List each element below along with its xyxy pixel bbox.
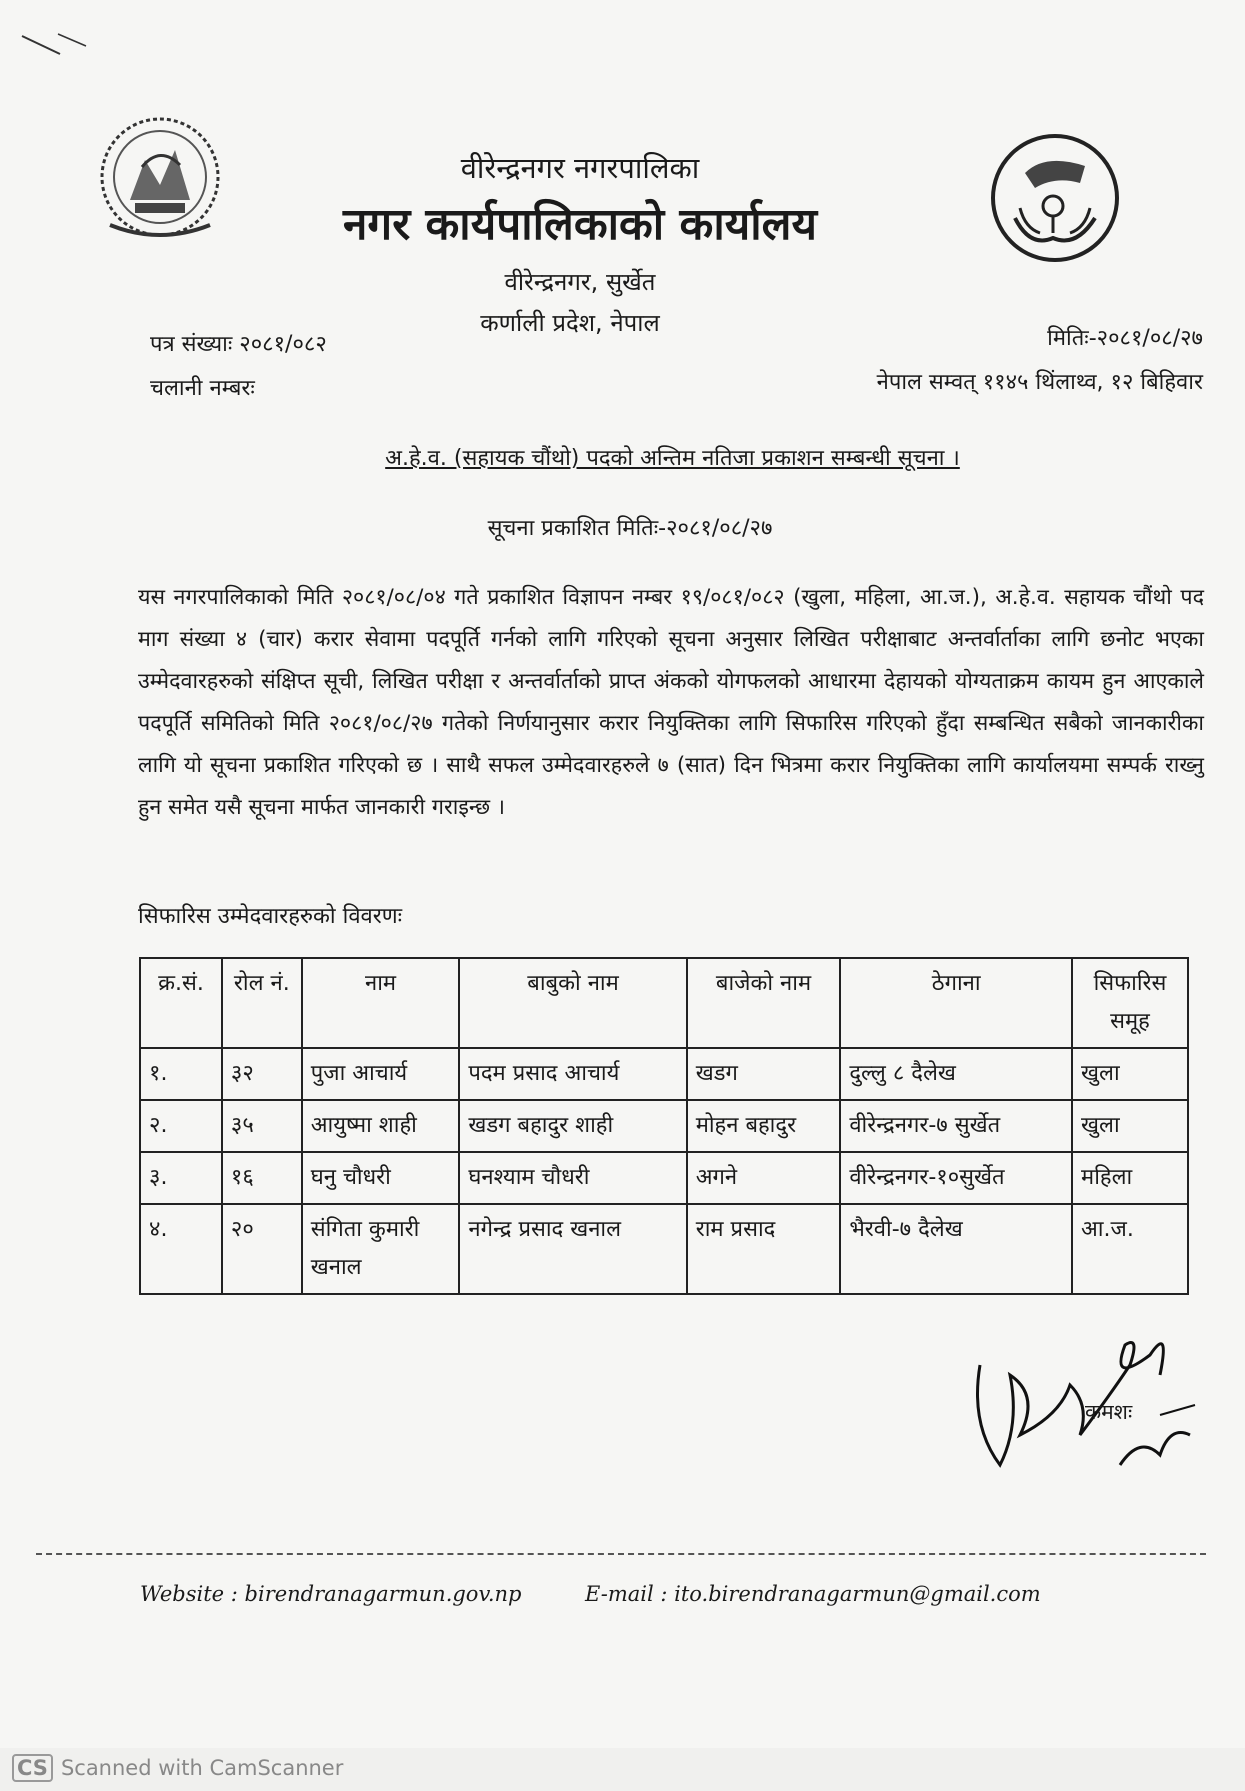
table-cell: खडग बहादुर शाही — [459, 1100, 686, 1152]
office-city: वीरेन्द्रनगर, सुर्खेत — [504, 268, 656, 296]
column-header: क्र.सं. — [140, 958, 222, 1048]
table-cell: १६ — [222, 1152, 302, 1204]
table-cell: पदम प्रसाद आचार्य — [459, 1048, 686, 1100]
nepal-government-emblem-icon — [90, 105, 230, 245]
table-cell: घनु चौधरी — [302, 1152, 460, 1204]
table-cell: ३५ — [222, 1100, 302, 1152]
table-row — [140, 1152, 1188, 1204]
table-cell: पुजा आचार्य — [302, 1048, 460, 1100]
table-cell: आ.ज. — [1072, 1204, 1188, 1294]
column-header: नाम — [302, 958, 460, 1048]
recommended-candidates-table — [139, 957, 1189, 1295]
table-cell: ४. — [140, 1204, 222, 1294]
signature-icon — [960, 1305, 1200, 1485]
table-header-row — [140, 958, 1188, 1048]
table-row — [140, 1100, 1188, 1152]
column-header: बाजेको नाम — [687, 958, 841, 1048]
camscanner-logo-icon: CS — [12, 1754, 53, 1782]
table-cell: भैरवी-७ दैलेख — [840, 1204, 1072, 1294]
website-text: Website : birendranagarmun.gov.np — [140, 1582, 522, 1606]
office-province: कर्णाली प्रदेश, नेपाल — [480, 309, 660, 337]
table-cell: खुला — [1072, 1048, 1188, 1100]
notice-published-date: सूचना प्रकाशित मितिः-२०८१/०८/२७ — [487, 516, 773, 541]
table-cell: मोहन बहादुर — [687, 1100, 841, 1152]
scanner-label: Scanned with CamScanner — [60, 1756, 344, 1780]
dispatch-number: चलानी नम्बरः — [150, 376, 255, 401]
table-row — [140, 1204, 1188, 1294]
column-header: सिफारिस समूह — [1072, 958, 1188, 1048]
table-cell: नगेन्द्र प्रसाद खनाल — [459, 1204, 686, 1294]
table-cell: आयुष्मा शाही — [302, 1100, 460, 1152]
table-cell: संगिता कुमारी खनाल — [302, 1204, 460, 1294]
table-cell: अगने — [687, 1152, 841, 1204]
municipality-name: वीरेन्द्रनगर नगरपालिका — [460, 151, 700, 185]
scanner-watermark — [12, 1754, 343, 1782]
corner-mark-icon — [20, 28, 90, 58]
signature-note: कमशः — [1085, 1400, 1133, 1424]
table-caption: सिफारिस उम्मेदवारहरुको विवरणः — [138, 904, 403, 929]
column-header: रोल नं. — [222, 958, 302, 1048]
footer-divider — [36, 1553, 1206, 1555]
table-cell: ३. — [140, 1152, 222, 1204]
table-cell: ३२ — [222, 1048, 302, 1100]
table-cell: वीरेन्द्रनगर-१०सुर्खेत — [840, 1152, 1072, 1204]
email-text: E-mail : ito.birendranagarmun@gmail.com — [585, 1582, 1041, 1606]
table-cell: दुल्लु ८ दैलेख — [840, 1048, 1072, 1100]
column-header: बाबुको नाम — [459, 958, 686, 1048]
notice-body: यस नगरपालिकाको मिति २०८१/०८/०४ गते प्रकाशित विज्ञापन नम्बर १९/०८१/०८२ (खुला, महिला, आ.ज.), अ.हे.व. सहायक चौंथो पद माग संख्या ४ (चार) करार सेवामा पदपूर्ति गर्नको लागि गरिएको सूचना अनुसार लिखित परीक्षाबाट अन्तर्वार्ताका लागि छनोट भएका उम्मेदवारहरुको संक्षिप्त सूची, लिखित परीक्षा र अन्तर्वार्ताको प्राप्त अंकको योगफलको आधारमा देहायको योग्यताक्रम कायम हुन आएकाले पदपूर्ति समितिको मिति २०८१/०८/२७ गतेको निर्णयानुसार करार नियुक्तिका लागि सिफारिस गरिएको हुँदा सम्बन्धित सबैको जानकारीका लागि यो सूचना प्रकाशित गरिएको छ । साथै सफल उम्मेदवारहरुले ७ (सात) दिन भित्रमा करार नियुक्तिका लागि कार्यालयमा सम्पर्क राख्नु हुन समेत यसै सूचना मार्फत जानकारी गराइन्छ । — [138, 585, 1204, 820]
notice-heading: अ.हे.व. (सहायक चौंथो) पदको अन्तिम नतिजा प्रकाशन सम्बन्धी सूचना । — [385, 446, 960, 471]
table-cell: महिला — [1072, 1152, 1188, 1204]
table-row — [140, 1048, 1188, 1100]
table-cell: वीरेन्द्रनगर-७ सुर्खेत — [840, 1100, 1072, 1152]
table-cell: खुला — [1072, 1100, 1188, 1152]
table-cell: २. — [140, 1100, 222, 1152]
nepal-samvat-date: नेपाल सम्वत् ११४५ थिंलाथ्व, १२ बिहिवार — [876, 370, 1203, 395]
letter-date: मितिः-२०८१/०८/२७ — [1047, 326, 1203, 351]
table-cell: घनश्याम चौधरी — [459, 1152, 686, 1204]
letter-number: पत्र संख्याः २०८१/०८२ — [150, 332, 327, 357]
table-cell: खडग — [687, 1048, 841, 1100]
table-cell: राम प्रसाद — [687, 1204, 841, 1294]
office-name: नगर कार्यपालिकाको कार्यालय — [343, 199, 817, 250]
table-cell: १. — [140, 1048, 222, 1100]
municipality-logo-icon — [985, 128, 1125, 268]
column-header: ठेगाना — [840, 958, 1072, 1048]
table-cell: २० — [222, 1204, 302, 1294]
